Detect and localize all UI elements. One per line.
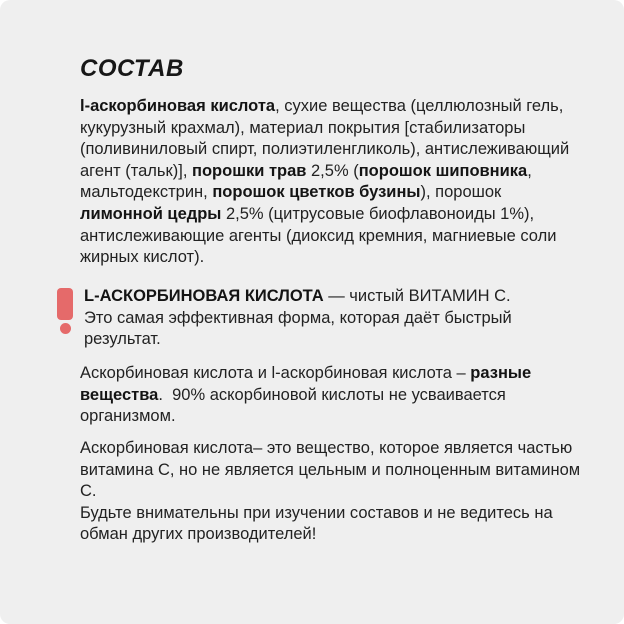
exclamation-mark-icon	[57, 288, 73, 334]
exclamation-bar	[57, 288, 73, 320]
comparison-paragraph: Аскорбиновая кислота и l-аскорбиновая кислота – разные вещества. 90% аскорбиновой кислоты не усваивается организмом.	[80, 364, 536, 426]
warning-paragraph: Аскорбиновая кислота– это вещество, которое является частью витамина С, но не является цельным и полноценным витамином С. Будьте внимательны при изучении составов и не ведитесь на обман других производителей!	[80, 439, 585, 544]
page-title: СОСТАВ	[80, 55, 184, 82]
ingredients-paragraph: l-аскорбиновая кислота, сухие вещества (целлюлозный гель, кукурузный крахмал), материал покрытия [стабилизаторы (поливиниловый спирт, полиэтиленгликоль), антислеживающий агент (тальк)], порошки трав 2,5% (порошок шиповника, мальтодекстрин, порошок цветков бузины), порошок лимонной цедры 2,5% (цитрусовые биофлавоноиды 1%), антислеживающие агенты (диоксид кремния, магниевые соли жирных кислот).	[80, 97, 574, 267]
exclamation-dot	[60, 323, 71, 334]
vitamin-c-highlight-paragraph: L-АСКОРБИНОВАЯ КИСЛОТА — чистый ВИТАМИН С. Это самая эффективная форма, которая даёт быстрый результат.	[84, 287, 517, 349]
